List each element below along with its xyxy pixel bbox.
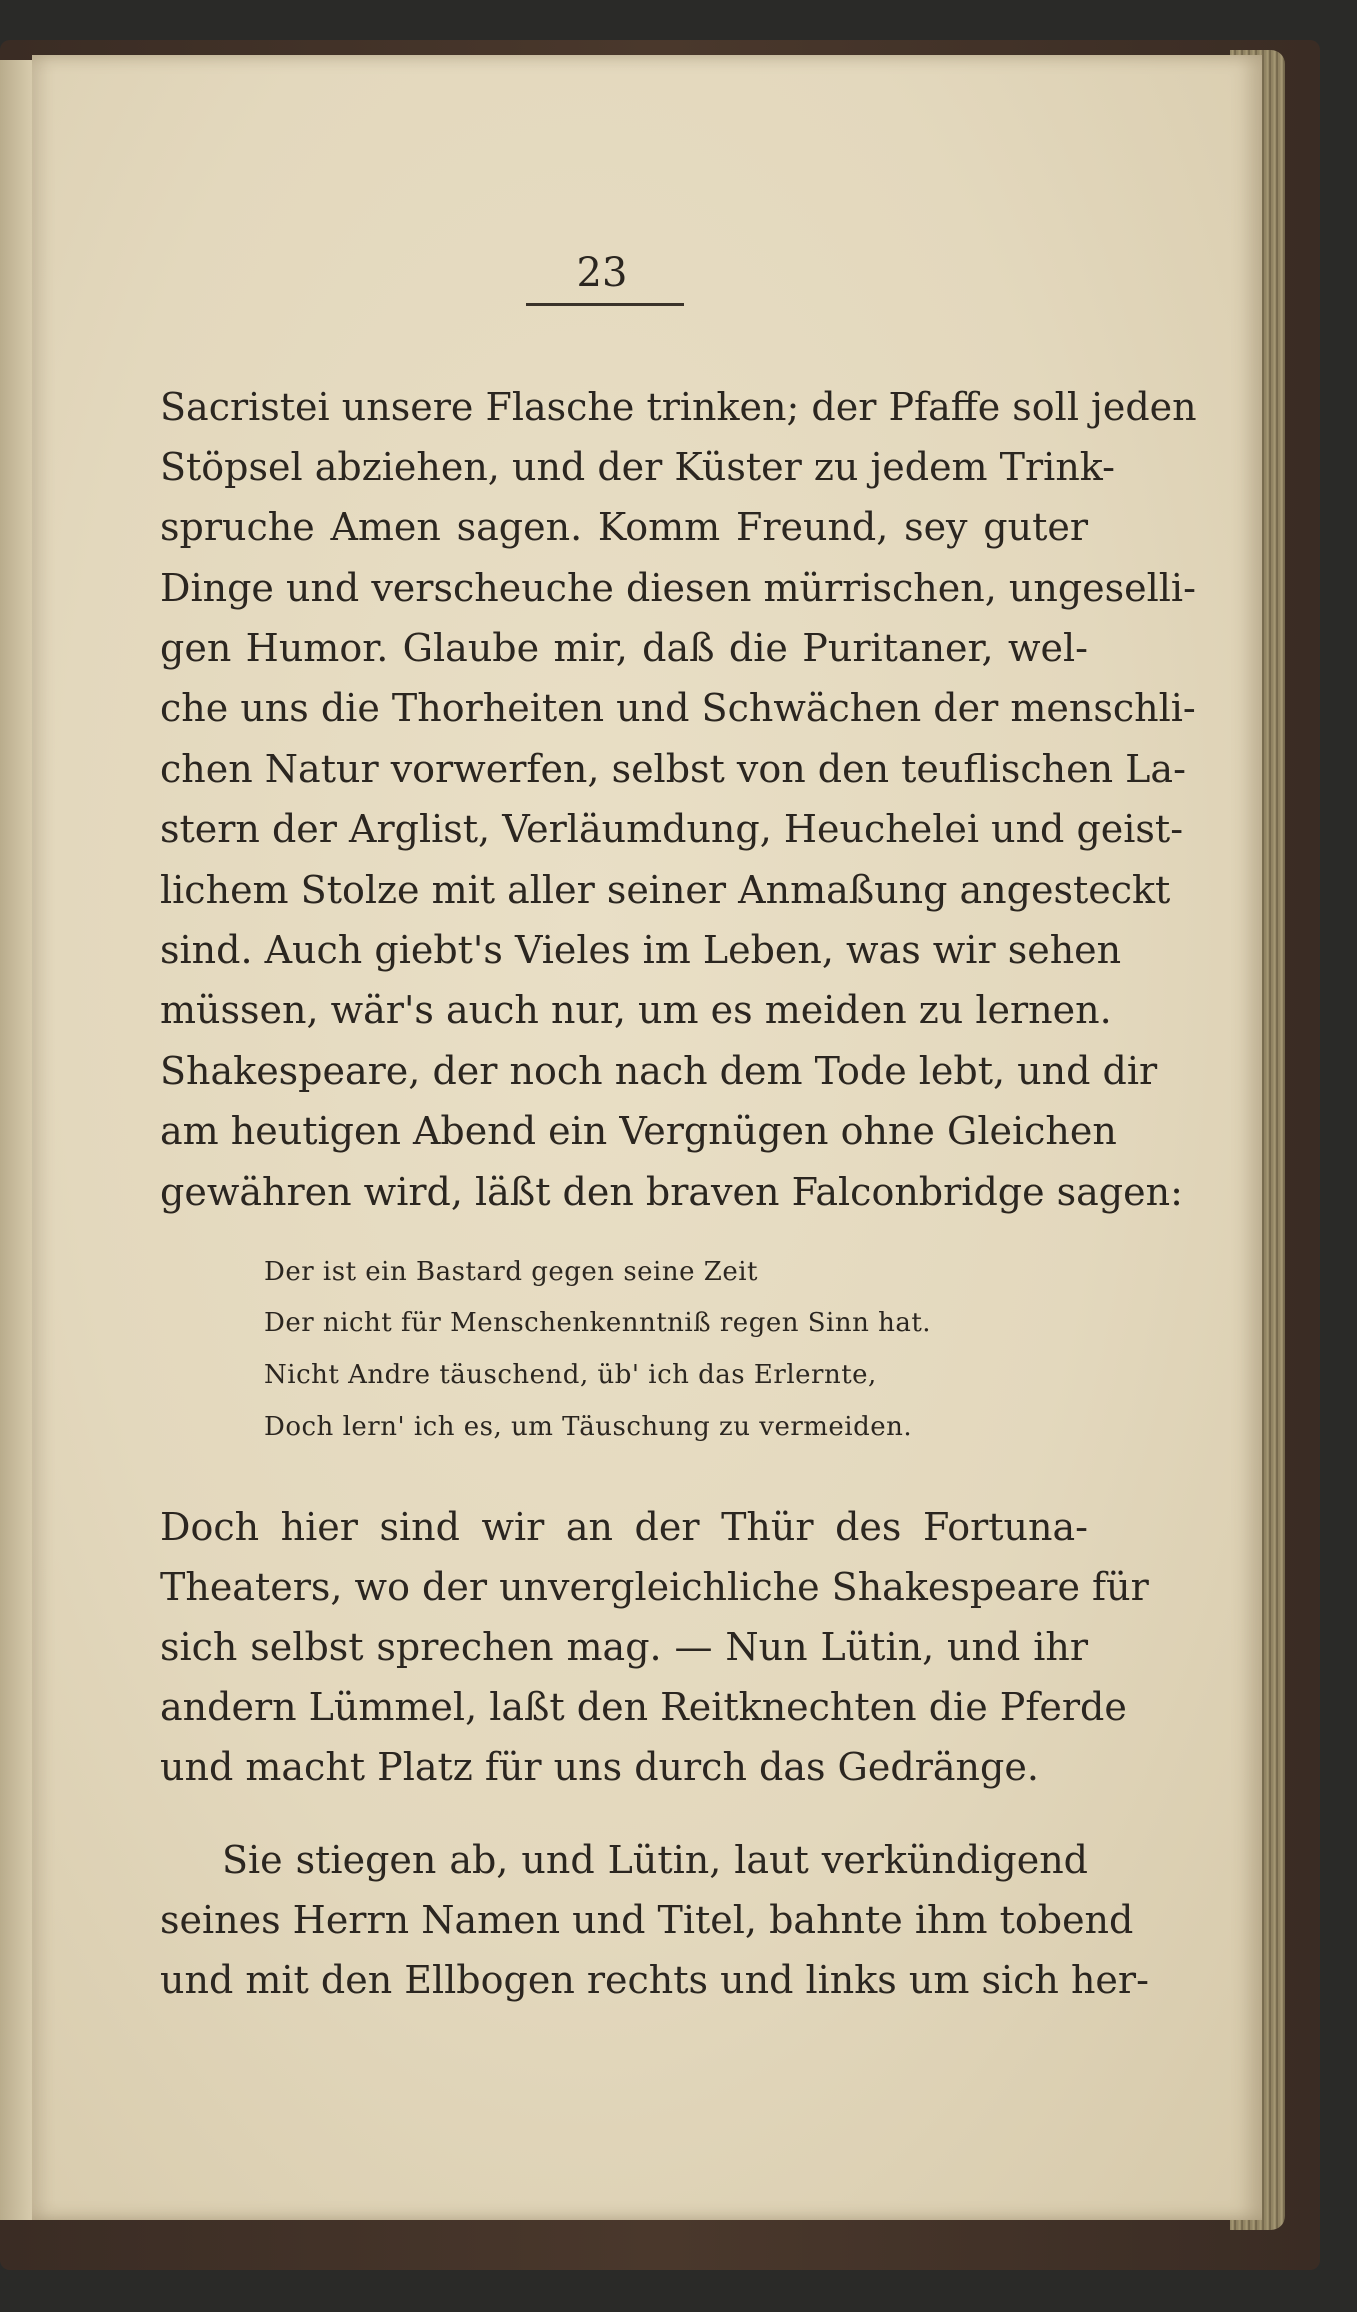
- verse-line: Doch lern' ich es, um Täuschung zu vermeiden.: [264, 1412, 913, 1442]
- text-line: che uns die Thorheiten und Schwächen der menschli-: [160, 686, 1196, 730]
- page-number-rule: [526, 303, 684, 306]
- text-line: und mit den Ellbogen rechts und links um sich her-: [160, 1958, 1149, 2002]
- text-line: lichem Stolze mit aller seiner Anmaßung angesteckt: [160, 868, 1171, 912]
- text-line: andern Lümmel, laßt den Reitknechten die Pferde: [160, 1685, 1127, 1729]
- page-number: 23: [576, 250, 628, 296]
- text-line: gewähren wird, läßt den braven Falconbridge sagen:: [160, 1170, 1183, 1214]
- text-line: Doch hier sind wir an der Thür des Fortuna-: [160, 1505, 1088, 1549]
- verse-line: Der ist ein Bastard gegen seine Zeit: [264, 1257, 758, 1287]
- text-line: Stöpsel abziehen, und der Küster zu jedem Trink-: [160, 445, 1116, 489]
- text-line: müssen, wär's auch nur, um es meiden zu lernen.: [160, 988, 1112, 1032]
- text-line: Theaters, wo der unvergleichliche Shakespeare für: [160, 1565, 1149, 1609]
- text-line: sind. Auch giebt's Vieles im Leben, was wir sehen: [160, 928, 1122, 972]
- text-line: Shakespeare, der noch nach dem Tode lebt, und dir: [160, 1049, 1158, 1093]
- text-line: am heutigen Abend ein Vergnügen ohne Gleichen: [160, 1109, 1117, 1153]
- text-line: seines Herrn Namen und Titel, bahnte ihm tobend: [160, 1898, 1134, 1942]
- text-line: spruche Amen sagen. Komm Freund, sey guter: [160, 505, 1088, 549]
- text-line: Sacristei unsere Flasche trinken; der Pfaffe soll jeden: [160, 385, 1197, 429]
- text-line: gen Humor. Glaube mir, daß die Puritaner, wel-: [160, 626, 1088, 670]
- book-page: [32, 55, 1262, 2220]
- text-line: Sie stiegen ab, und Lütin, laut verkündigend: [222, 1838, 1088, 1882]
- verse-line: Der nicht für Menschenkenntniß regen Sinn hat.: [264, 1308, 932, 1338]
- text-line: sich selbst sprechen mag. — Nun Lütin, und ihr: [160, 1625, 1088, 1669]
- text-line: chen Natur vorwerfen, selbst von den teuflischen La-: [160, 747, 1186, 791]
- text-line: Dinge und verscheuche diesen mürrischen, ungeselli-: [160, 566, 1196, 610]
- text-line: und macht Platz für uns durch das Gedränge.: [160, 1745, 1039, 1789]
- verse-line: Nicht Andre täuschend, üb' ich das Erlernte,: [264, 1360, 877, 1390]
- left-page-edge: [0, 60, 34, 2220]
- text-line: stern der Arglist, Verläumdung, Heuchelei und geist-: [160, 807, 1184, 851]
